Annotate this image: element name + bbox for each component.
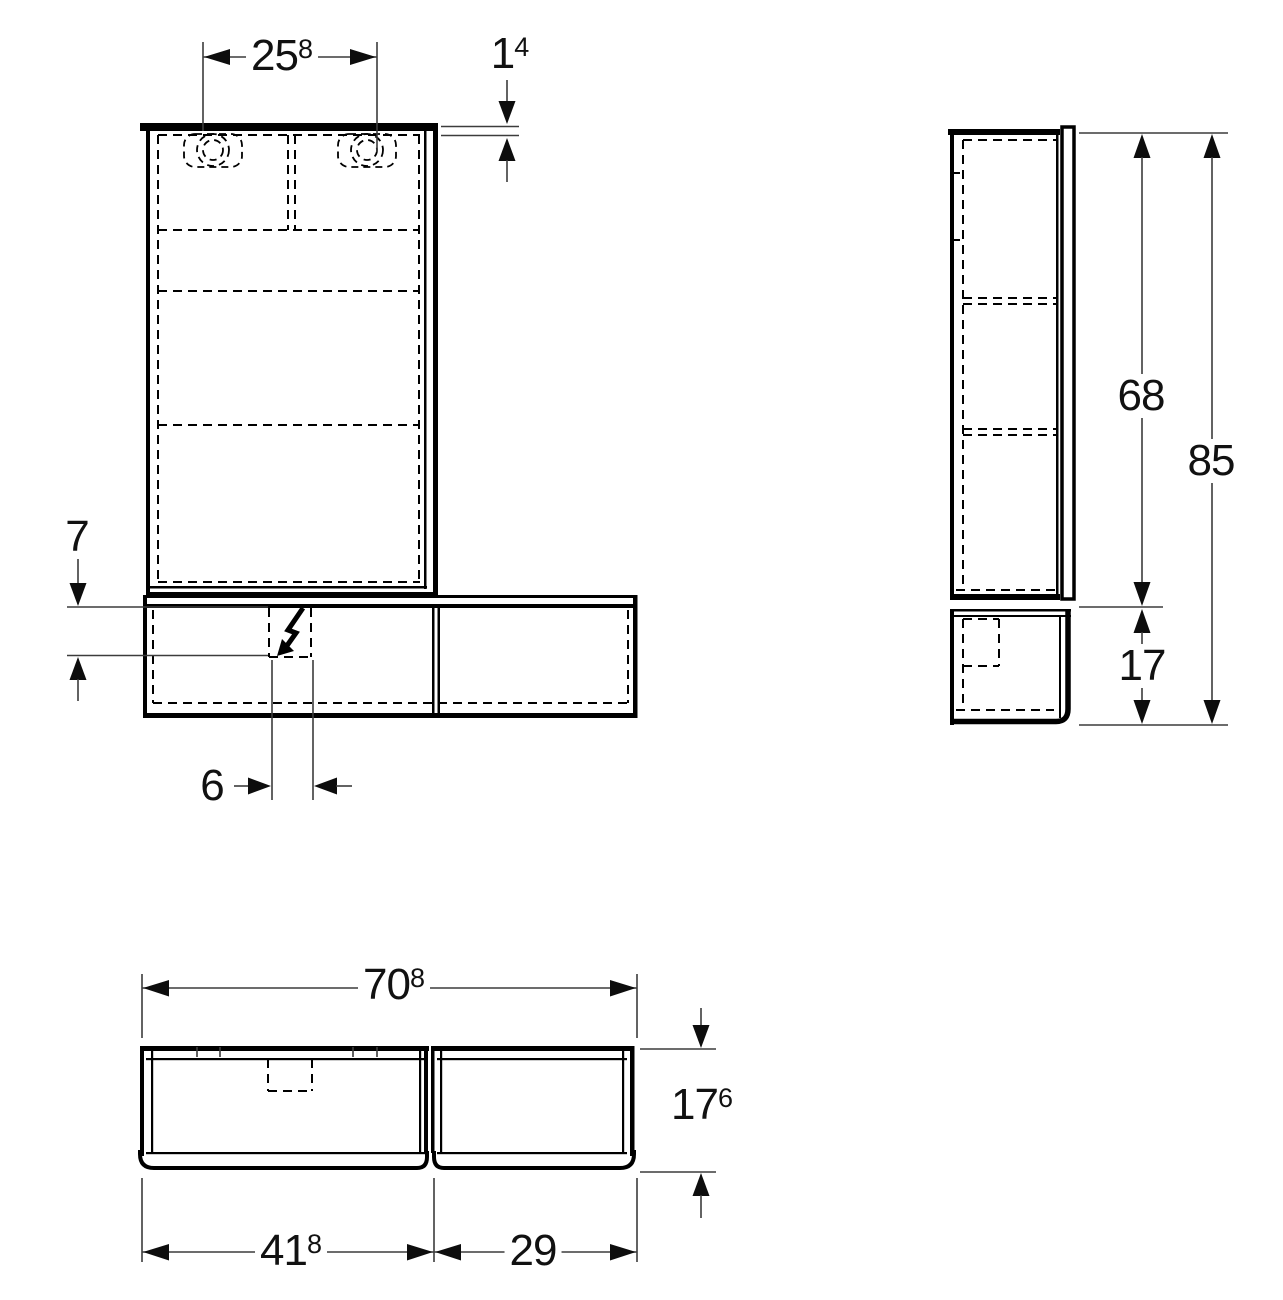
label-side-cabinet-height: 68	[1113, 374, 1170, 418]
dim-front-outlet-drop	[67, 556, 268, 701]
electrical-knockout-front	[269, 608, 311, 657]
dimension-annotations	[67, 42, 1228, 1262]
mirror-door-profile	[1062, 127, 1074, 599]
label-plan-left-unit-width: $41^8$	[255, 1229, 327, 1273]
plan-view	[140, 1046, 635, 1168]
electrical-knockout-side	[963, 619, 999, 666]
label-side-lower-unit-height: 17	[1114, 644, 1171, 688]
side-view-lower-cabinet	[950, 609, 1071, 725]
label-plan-right-unit-width: 29	[505, 1229, 562, 1273]
dim-plan-unit-widths	[142, 1178, 637, 1262]
mounting-hole-right	[338, 134, 396, 167]
plan-right-unit	[431, 1046, 635, 1168]
lightning-bolt-icon	[277, 608, 303, 656]
label-front-hole-spacing: $25^8$	[246, 34, 318, 78]
dim-front-top-offset	[441, 80, 519, 182]
label-front-top-offset: $1^4$	[486, 32, 535, 76]
label-plan-depth: $17^6$	[666, 1083, 738, 1127]
front-view-lower-cabinet	[143, 595, 638, 718]
plan-left-unit	[140, 1046, 429, 1168]
label-front-outlet-drop: 7	[60, 515, 93, 559]
dim-front-outlet-width	[234, 660, 352, 800]
electrical-knockout-plan	[268, 1059, 312, 1091]
side-view	[948, 127, 1074, 725]
label-side-total-height: 85	[1183, 439, 1240, 483]
dim-side-heights	[1079, 133, 1228, 725]
label-plan-total-width: $70^8$	[358, 963, 430, 1007]
front-view-mirror-cabinet	[140, 123, 438, 598]
label-front-outlet-width: 6	[195, 764, 228, 808]
mounting-hole-left	[184, 134, 242, 167]
